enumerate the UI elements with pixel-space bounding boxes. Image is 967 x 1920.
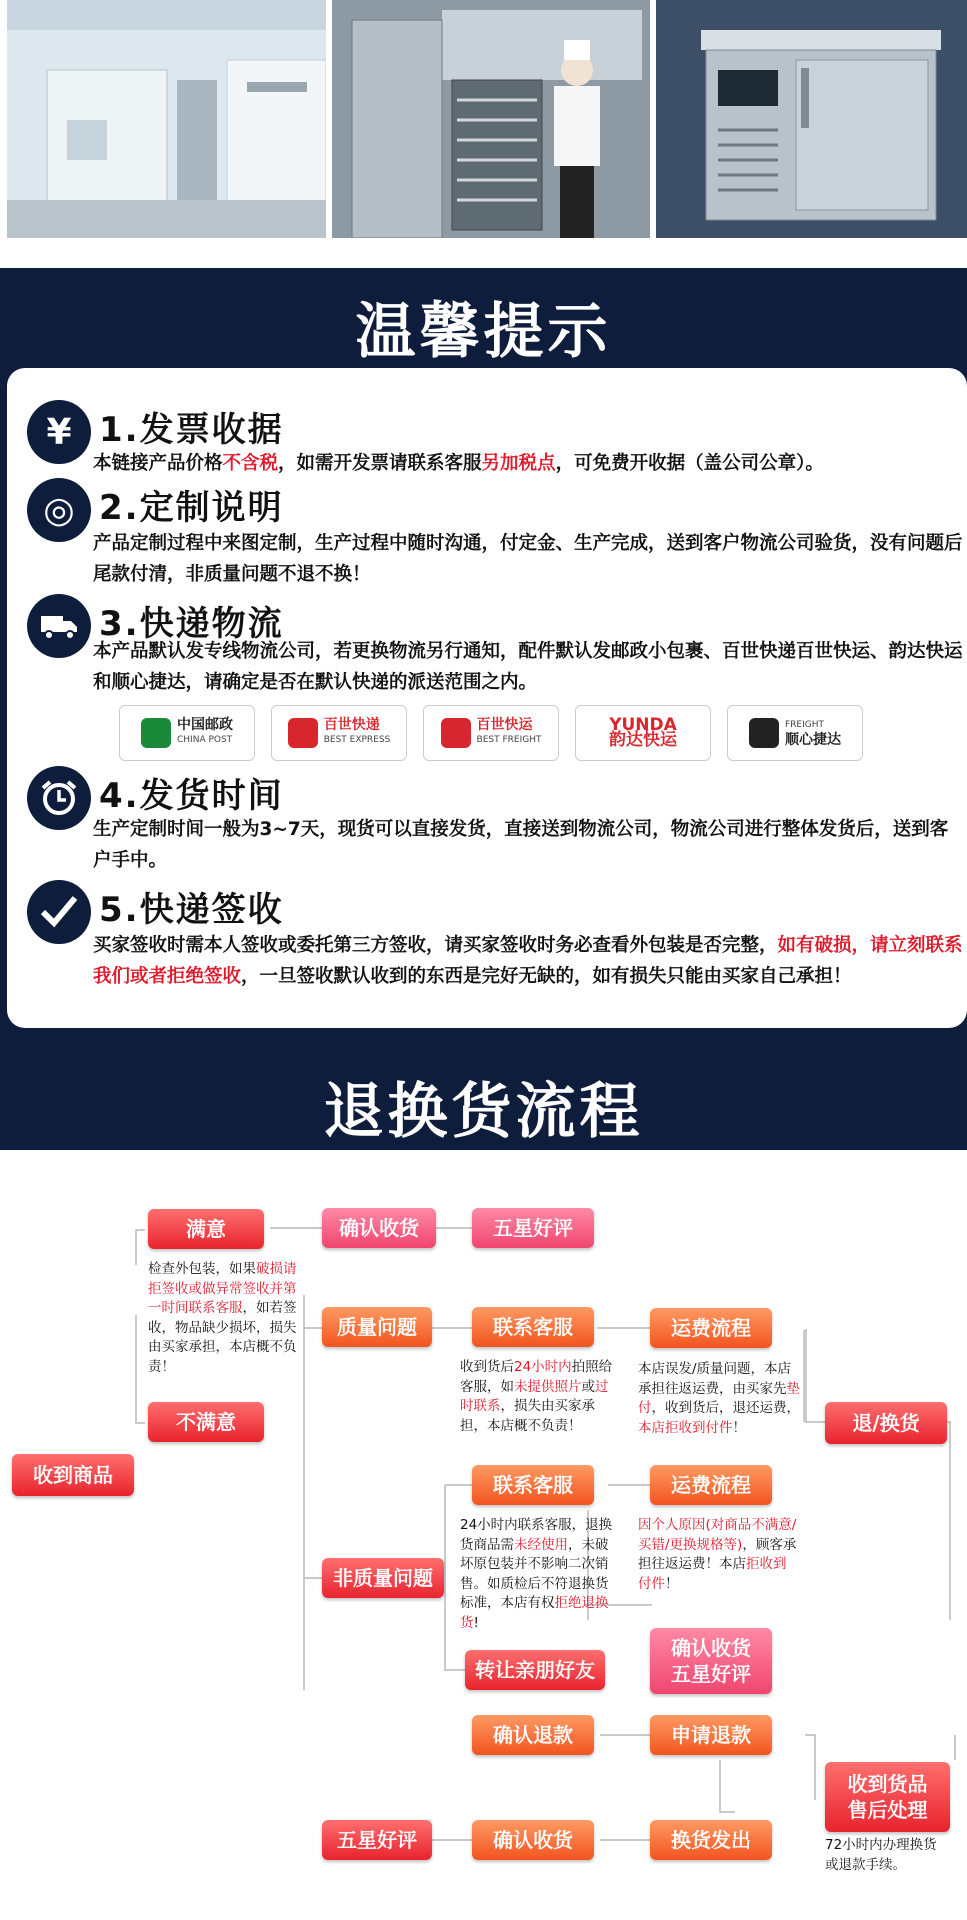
blast-freezer-chef-photo	[332, 0, 650, 238]
highlight-text: 破损请拒签收或做异常签收并第一时间联系客服	[148, 1261, 297, 1316]
transfer-friend-box: 转让亲朋好友	[465, 1650, 605, 1690]
body-text: ，可免费开收据（盖公司公章）。	[555, 453, 824, 474]
receive-goods-box: 收到商品	[12, 1454, 134, 1496]
body-text: 或	[581, 1378, 595, 1395]
body-text: ！	[732, 1419, 746, 1436]
china-post-logo	[119, 705, 255, 761]
check-package-note	[148, 1260, 303, 1377]
target-icon: ◎	[27, 478, 91, 542]
body-text: 生产定制时间一般为3~7天，现货可以直接发货，直接送到物流公司，物流公司进行整体发货后，送到客户手中。	[93, 819, 949, 871]
tip-body	[93, 814, 963, 876]
logo-en: CHINA POST	[177, 735, 233, 745]
cold-room-photo	[7, 0, 326, 238]
confirm-five-star-box: 确认收货 五星好评	[650, 1628, 772, 1694]
highlight-text: 未经使用	[514, 1536, 568, 1553]
body-text: 买家签收时需本人签收或委托第三方签收，请买家签收时务必查看外包装是否完整，	[93, 935, 778, 956]
tip-title: 4.发货时间	[99, 776, 284, 816]
tip-body	[93, 528, 963, 590]
tip-title: 1.发票收据	[99, 410, 284, 450]
body-text: 本产品默认发专线物流公司，若更换物流另行通知，配件默认发邮政小包裹、百世快递百世快运、韵达快运和顺心捷达，请确定是否在默认快递的派送范围之内。	[93, 641, 963, 693]
body-text: 收到货后	[460, 1359, 514, 1375]
highlight-text: 因个人原因(对商品不满意/买错/更换规格等)	[638, 1517, 797, 1553]
unsatisfied-box: 不满意	[148, 1402, 264, 1442]
body-text: ，损失由买家承担，本店概不负责！	[460, 1398, 595, 1434]
sxjd-logo	[727, 705, 863, 761]
contact-cs-box: 联系客服	[472, 1307, 594, 1347]
non-quality-cs-note	[460, 1516, 620, 1633]
confirm-refund-box: 确认退款	[472, 1715, 594, 1755]
highlight-text: 拒收到付件	[638, 1556, 787, 1592]
body-text: ，如若签收，物品缺少损坏，损失由买家承担，本店概不负责！	[148, 1300, 297, 1375]
quality-issue-box: 质量问题	[322, 1307, 432, 1347]
courier-logos	[119, 705, 879, 761]
contact-cs-box: 联系客服	[472, 1465, 594, 1505]
tip-body	[93, 636, 963, 698]
tip-body	[93, 930, 963, 992]
highlight-text: 不含税	[222, 453, 279, 474]
body-text: ，如需开发票请联系客服	[278, 453, 482, 474]
five-star-review-box: 五星好评	[472, 1208, 594, 1248]
logo-name: 百世快递	[323, 717, 380, 733]
body-text: ，未破坏原包装并不影响二次销售。如质检后不符退换货标准，本店有权	[460, 1536, 609, 1611]
apply-refund-box: 申请退款	[650, 1715, 772, 1755]
logo-en: BEST EXPRESS	[323, 735, 391, 745]
satisfied-box: 满意	[148, 1209, 264, 1249]
quality-cs-note	[460, 1358, 620, 1436]
body-text: ，顾客承担往返运费！本店	[638, 1536, 797, 1572]
highlight-text: 过时联系	[460, 1378, 609, 1414]
non-quality-freight-note	[638, 1516, 798, 1594]
body-text: 检查外包装，如果	[148, 1261, 256, 1277]
clock-icon	[27, 766, 91, 830]
logo-name: 中国邮政	[177, 717, 233, 733]
body-text: ！	[665, 1575, 679, 1592]
highlight-text: 拒绝退换货	[460, 1595, 609, 1631]
process-heading: 退换货流程	[323, 1077, 644, 1147]
exchange-shipped-box: 换货发出	[650, 1820, 772, 1860]
highlight-text: 24小时内	[514, 1359, 572, 1375]
logo-en: BEST FREIGHT	[476, 735, 542, 745]
logo-name: 顺心捷达	[785, 732, 841, 748]
tip-body	[93, 448, 963, 479]
highlight-text: 垫付	[638, 1380, 800, 1416]
logo-name: 韵达快运	[609, 730, 677, 750]
tips-heading: 温馨提示	[355, 297, 612, 367]
body-text: 本链接产品价格	[93, 453, 223, 474]
body-text: ，收到货后，退还运费，	[651, 1400, 800, 1416]
return-exchange-box: 退/换货	[825, 1402, 947, 1444]
china-post-mark-icon	[141, 718, 171, 748]
non-quality-issue-box: 非质量问题	[322, 1558, 444, 1598]
product-photo-strip	[0, 0, 967, 268]
truck-icon	[27, 594, 91, 658]
return-flow-chart	[0, 1150, 967, 1920]
freight-process-box: 运费流程	[650, 1308, 772, 1348]
after-sale-note: 72小时内办理换货或退款手续。	[825, 1837, 937, 1873]
tip-title: 3.快递物流	[99, 604, 284, 644]
tip-title: 5.快递签收	[99, 890, 284, 930]
yunda-logo	[575, 705, 711, 761]
highlight-text: 如有破损，请立刻联系我们或者拒绝签收	[93, 935, 963, 987]
best-mark-icon	[288, 718, 318, 748]
five-star-review-box: 五星好评	[322, 1820, 432, 1860]
logo-en: YUNDA	[609, 715, 677, 735]
highlight-text: 另加税点	[481, 453, 556, 474]
best-freight-logo	[423, 705, 559, 761]
sxjd-mark-icon	[749, 718, 779, 748]
body-text: ，一旦签收默认收到的东西是完好无缺的，如有损失只能由买家自己承担！	[241, 966, 852, 987]
body-text: 24小时内联系客服，退换货商品需	[460, 1517, 613, 1553]
highlight-text: 未提供照片	[514, 1378, 582, 1395]
best-mark-icon	[441, 718, 471, 748]
freight-process-box: 运费流程	[650, 1465, 772, 1505]
logo-en: FREIGHT	[785, 720, 825, 730]
yen-icon: ¥	[27, 400, 91, 464]
after-sale-box: 收到货品 售后处理	[825, 1762, 950, 1832]
quality-freight-note	[638, 1360, 800, 1438]
undercounter-freezer-photo	[656, 0, 967, 238]
logo-name: 百世快运	[476, 717, 533, 733]
body-text: 拍照给客服，如	[460, 1359, 613, 1395]
highlight-text: 本店拒收到付件	[638, 1419, 733, 1436]
body-text: 本店误发/质量问题，本店承担往返运费，由买家先	[638, 1361, 792, 1397]
checkmark-icon	[27, 880, 91, 944]
tips-card	[7, 368, 967, 1028]
best-express-logo	[271, 705, 407, 761]
confirm-receipt-box: 确认收货	[472, 1820, 594, 1860]
body-text: 产品定制过程中来图定制，生产过程中随时沟通，付定金、生产完成，送到客户物流公司验货，没有问题后尾款付清，非质量问题不退不换！	[93, 533, 963, 585]
body-text: !	[473, 1614, 479, 1631]
confirm-receipt-box: 确认收货	[322, 1208, 436, 1248]
tip-title: 2.定制说明	[99, 488, 284, 528]
